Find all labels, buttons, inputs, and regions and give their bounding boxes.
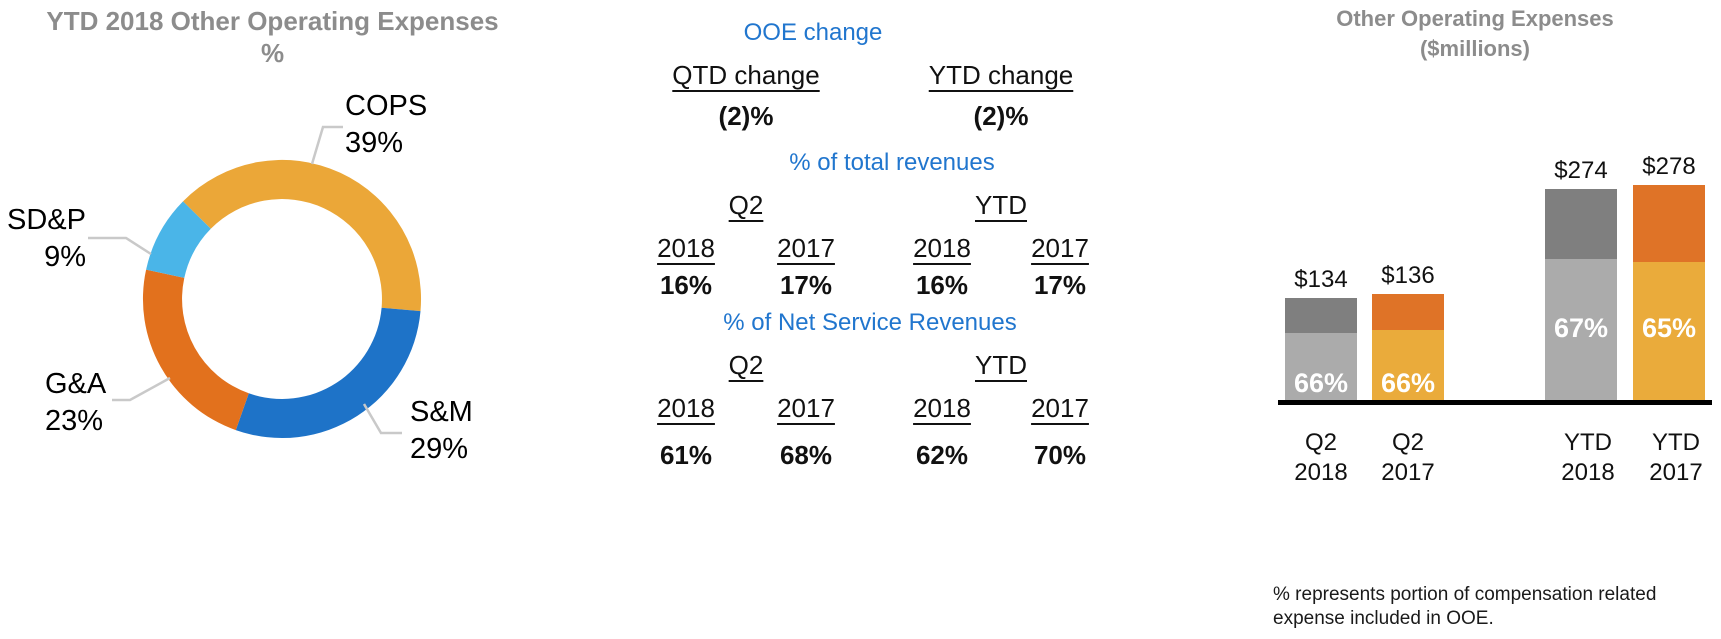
bar-pct-ytd-2018: 67% [1553, 313, 1609, 343]
axis-label-ytd-2018 [1550, 428, 1626, 488]
net-service-year-q2-2018-text: 2018 [657, 393, 715, 423]
bar-q2-2017 [1372, 262, 1444, 400]
total-rev-year-ytd-2017-text: 2017 [1031, 233, 1089, 263]
ytd-change-header-text: YTD change [928, 60, 1074, 90]
net-service-year-ytd-2018-text: 2018 [913, 393, 971, 423]
donut-label-ga [45, 366, 175, 440]
axis-label-ytd-2017-period: YTD [1652, 429, 1700, 456]
donut-ring [143, 160, 421, 438]
footnote-line2: expense included in OOE. [1273, 608, 1494, 629]
donut-label-sdp-name: SD&P [7, 204, 86, 236]
bar-segment-other-q2-2017 [1372, 294, 1444, 330]
total-rev-value-q2-2017: 17% [779, 270, 833, 300]
total-rev-value-ytd-2018: 16% [915, 270, 969, 300]
bar-total-q2-2018: $134 [1294, 266, 1348, 293]
ytd-change-header [881, 59, 1121, 91]
donut-label-sm-name: S&M [410, 396, 473, 428]
footnote-line1: % represents portion of compensation related [1273, 584, 1657, 605]
net-service-value-ytd-2017: 70% [1033, 440, 1087, 470]
bar-chart-footnote [1273, 583, 1721, 631]
net-service-year-ytd-2018 [882, 392, 1002, 424]
bar-ytd-2018 [1545, 157, 1617, 400]
axis-label-ytd-2017 [1638, 428, 1714, 488]
bar-total-q2-2017: $136 [1381, 262, 1435, 289]
net-service-ytd-header [881, 349, 1121, 381]
total-rev-year-q2-2017-text: 2017 [777, 233, 835, 263]
bar-pct-ytd-2017: 65% [1641, 313, 1697, 343]
qtd-change-header [626, 59, 866, 91]
donut-title-line1: YTD 2018 Other Operating Expenses [46, 6, 499, 36]
donut-label-ga-name: G&A [45, 368, 107, 400]
total-revenues-title: % of total revenues [789, 149, 995, 176]
total-rev-ytd-header [881, 189, 1121, 221]
total-rev-ytd-header-text: YTD [975, 190, 1027, 220]
ooe-change-title: OOE change [743, 19, 883, 46]
net-service-year-q2-2017 [746, 392, 866, 424]
total-rev-year-q2-2018-text: 2018 [657, 233, 715, 263]
net-service-revenues-title: % of Net Service Revenues [723, 309, 1017, 336]
net-service-value-ytd-2018: 62% [915, 440, 969, 470]
bar-segment-other-q2-2018 [1285, 298, 1357, 333]
net-service-q2-header-text: Q2 [728, 350, 764, 380]
ytd-change-value: (2)% [973, 101, 1029, 131]
donut-chart-panel [0, 0, 600, 639]
total-rev-year-q2-2017 [746, 232, 866, 264]
donut-title-line2: % [260, 38, 285, 68]
net-service-value-q2-2018: 61% [659, 440, 713, 470]
bar-q2-2018 [1285, 266, 1357, 400]
total-rev-q2-header [626, 189, 866, 221]
net-service-ytd-header-text: YTD [975, 350, 1027, 380]
bar-total-ytd-2017: $278 [1642, 153, 1696, 180]
bar-segment-other-ytd-2017 [1633, 185, 1705, 262]
net-service-value-q2-2017: 68% [779, 440, 833, 470]
bar-pct-q2-2018: 66% [1293, 368, 1349, 398]
net-service-year-ytd-2017-text: 2017 [1031, 393, 1089, 423]
donut-segment-cops [183, 160, 421, 311]
total-rev-year-q2-2018 [626, 232, 746, 264]
net-service-year-ytd-2017 [1000, 392, 1120, 424]
donut-label-cops-name: COPS [345, 90, 428, 122]
donut-label-cops-pct: 39% [345, 127, 404, 159]
axis-label-q2-2018-year: 2018 [1294, 459, 1348, 486]
axis-label-q2-2018 [1283, 428, 1359, 488]
axis-label-q2-2017 [1370, 428, 1446, 488]
metrics-panel [600, 0, 1100, 520]
bar-chart-title [1230, 4, 1720, 64]
axis-label-ytd-2018-period: YTD [1564, 429, 1612, 456]
leader-line-sdp [88, 238, 151, 254]
donut-label-cops [345, 88, 475, 162]
axis-label-ytd-2017-year: 2017 [1649, 459, 1703, 486]
donut-chart [0, 0, 600, 639]
total-rev-value-q2-2018: 16% [659, 270, 713, 300]
net-service-q2-header [626, 349, 866, 381]
net-service-year-q2-2018 [626, 392, 746, 424]
axis-label-ytd-2018-year: 2018 [1561, 459, 1615, 486]
bar-ytd-2017 [1633, 153, 1705, 400]
donut-label-ga-pct: 23% [45, 405, 104, 437]
axis-label-q2-2018-period: Q2 [1304, 429, 1337, 456]
total-rev-year-ytd-2017 [1000, 232, 1120, 264]
donut-segment-sm [236, 308, 421, 438]
total-rev-year-ytd-2018 [882, 232, 1002, 264]
bar-segment-other-ytd-2018 [1545, 189, 1617, 259]
donut-label-sdp [0, 202, 86, 276]
bar-pct-q2-2017: 66% [1380, 368, 1436, 398]
total-rev-value-ytd-2017: 17% [1033, 270, 1087, 300]
total-rev-q2-header-text: Q2 [728, 190, 764, 220]
bar-chart-title-line1: Other Operating Expenses [1336, 6, 1614, 31]
total-rev-year-ytd-2018-text: 2018 [913, 233, 971, 263]
qtd-change-value: (2)% [718, 101, 774, 131]
axis-label-q2-2017-period: Q2 [1391, 429, 1424, 456]
leader-line-cops [312, 127, 343, 164]
bar-chart-title-line2: ($millions) [1419, 36, 1530, 61]
axis-label-q2-2017-year: 2017 [1381, 459, 1435, 486]
donut-label-sm-pct: 29% [410, 433, 469, 465]
bar-total-ytd-2018: $274 [1554, 157, 1608, 184]
donut-label-sdp-pct: 9% [44, 241, 86, 273]
donut-label-sm [410, 394, 540, 468]
net-service-year-q2-2017-text: 2017 [777, 393, 835, 423]
leader-line-sm [364, 404, 402, 433]
qtd-change-header-text: QTD change [672, 60, 820, 90]
bar-chart-axis-line [1278, 400, 1712, 405]
